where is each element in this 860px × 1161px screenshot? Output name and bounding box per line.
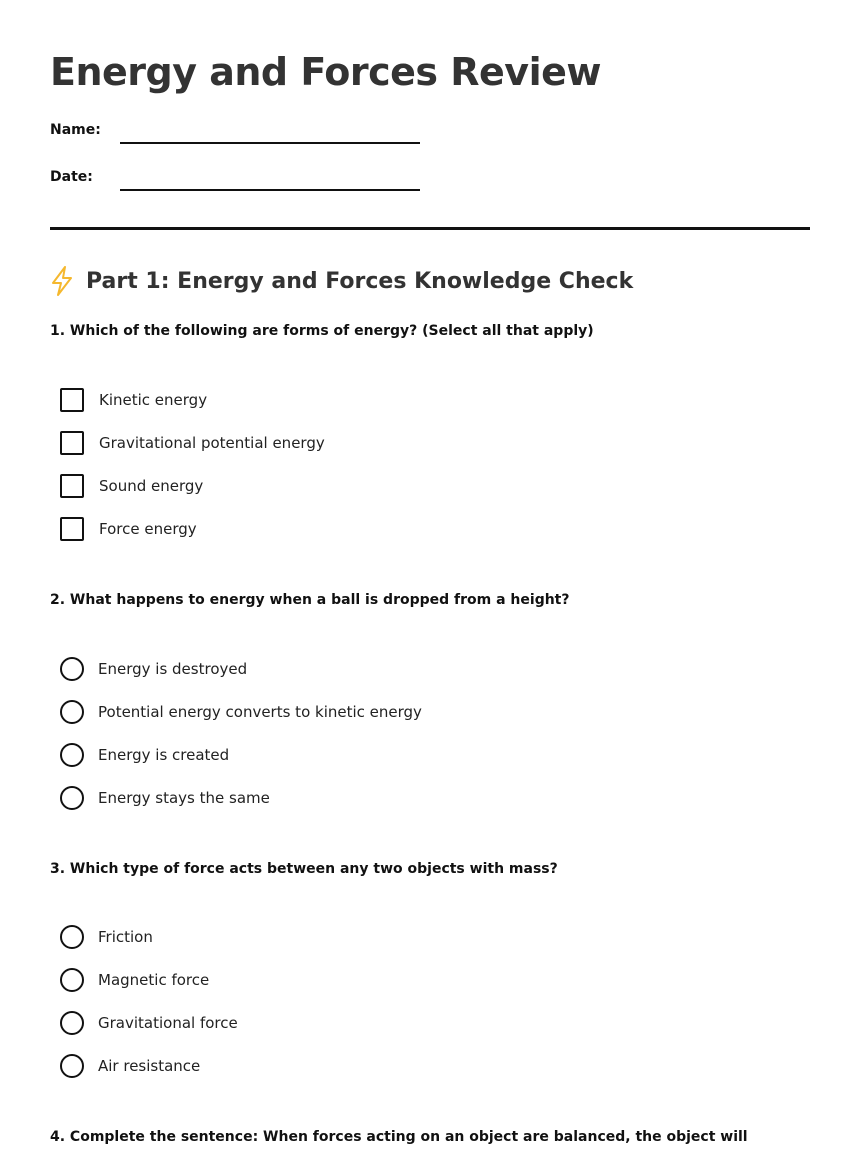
date-field-row <box>50 169 470 199</box>
radio-button[interactable] <box>60 700 84 724</box>
option-label: Air resistance <box>98 1057 201 1075</box>
section-heading <box>50 266 633 296</box>
option-label: Force energy <box>99 520 197 538</box>
question-4-text: 4. Complete the sentence: When forces acting on an object are balanced, the object will <box>50 1129 748 1145</box>
q1-option-2[interactable] <box>60 430 325 456</box>
option-label: Energy is destroyed <box>98 660 248 678</box>
question-1-text: 1. Which of the following are forms of energy? (Select all that apply) <box>50 323 594 339</box>
q3-option-1[interactable] <box>60 924 153 950</box>
option-label: Potential energy converts to kinetic energy <box>98 703 422 721</box>
date-input-line[interactable] <box>120 189 420 191</box>
option-label: Kinetic energy <box>99 391 208 409</box>
radio-button[interactable] <box>60 786 84 810</box>
name-label: Name: <box>50 122 101 138</box>
date-label: Date: <box>50 169 93 185</box>
q3-option-3[interactable] <box>60 1010 238 1036</box>
checkbox[interactable] <box>60 431 84 455</box>
q2-option-4[interactable] <box>60 785 270 811</box>
q2-option-3[interactable] <box>60 742 229 768</box>
name-field-row <box>50 122 470 152</box>
radio-button[interactable] <box>60 1054 84 1078</box>
radio-button[interactable] <box>60 743 84 767</box>
option-label: Magnetic force <box>98 971 210 989</box>
checkbox[interactable] <box>60 517 84 541</box>
q3-option-4[interactable] <box>60 1053 200 1079</box>
question-3-text: 3. Which type of force acts between any two objects with mass? <box>50 861 558 877</box>
q1-option-1[interactable] <box>60 387 207 413</box>
option-label: Gravitational force <box>98 1014 238 1032</box>
q2-option-1[interactable] <box>60 656 247 682</box>
option-label: Sound energy <box>99 477 204 495</box>
option-label: Friction <box>98 928 153 946</box>
radio-button[interactable] <box>60 968 84 992</box>
radio-button[interactable] <box>60 925 84 949</box>
q1-option-3[interactable] <box>60 473 203 499</box>
radio-button[interactable] <box>60 657 84 681</box>
header-divider <box>50 227 810 230</box>
q3-option-2[interactable] <box>60 967 209 993</box>
lightning-bolt-icon <box>50 266 74 296</box>
option-label: Energy is created <box>98 746 230 764</box>
page-title: Energy and Forces Review <box>50 50 601 94</box>
radio-button[interactable] <box>60 1011 84 1035</box>
checkbox[interactable] <box>60 474 84 498</box>
checkbox[interactable] <box>60 388 84 412</box>
question-2-text: 2. What happens to energy when a ball is dropped from a height? <box>50 592 570 608</box>
q1-option-4[interactable] <box>60 516 197 542</box>
option-label: Gravitational potential energy <box>99 434 325 452</box>
name-input-line[interactable] <box>120 142 420 144</box>
section-title: Part 1: Energy and Forces Knowledge Check <box>86 268 634 294</box>
q2-option-2[interactable] <box>60 699 422 725</box>
option-label: Energy stays the same <box>98 789 270 807</box>
